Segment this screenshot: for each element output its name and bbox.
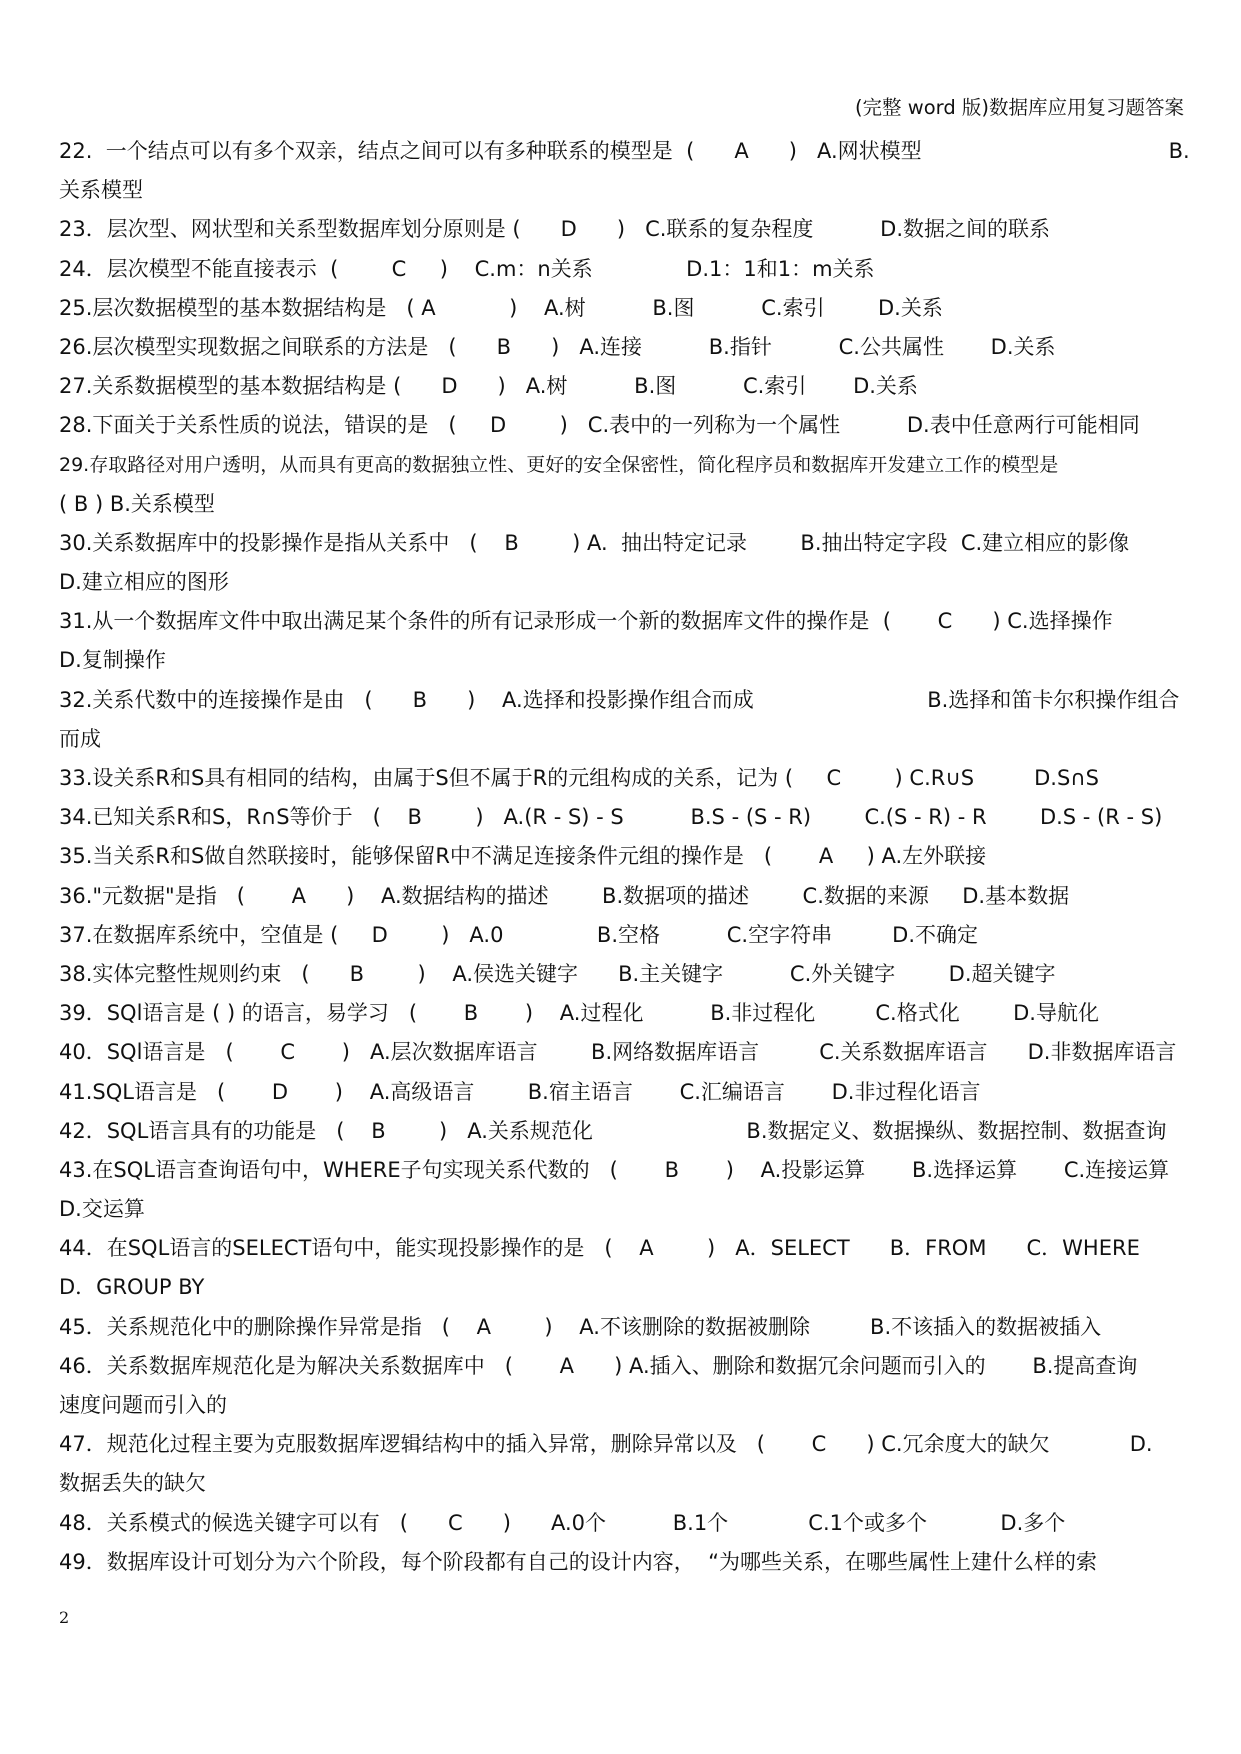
question-line: 33.设关系R和S具有相同的结构，由属于S但不属于R的元组构成的关系，记为 ( C ) C.R∪S D.S∩S <box>59 766 1099 790</box>
question-line: D.建立相应的图形 <box>59 570 229 595</box>
question-line: 关系模型 <box>59 178 143 203</box>
question-line: 速度问题而引入的 <box>59 1393 227 1417</box>
question-line: 37.在数据库系统中，空值是 ( D ) A.0 B.空格 C.空字符串 D.不确定 <box>59 922 979 947</box>
question-line: 29.存取路径对用户透明，从而具有更高的数据独立性、更好的安全保密性，简化程序员和数据库开发建立工作的模型是 <box>59 453 1059 476</box>
question-line: D.交运算 <box>59 1197 145 1222</box>
question-line: 28.下面关于关系性质的说法，错误的是 ( D ) C.表中的一列称为一个属性 D.表中任意两行可能相同 <box>59 413 1140 438</box>
question-line: 24．层次模型不能直接表示 ( C ) C.m：n关系 D.1：1和1：m关系 <box>59 256 875 281</box>
question-line: 31.从一个数据库文件中取出满足某个条件的所有记录形成一个新的数据库文件的操作是 ( C ) C.选择操作 <box>59 609 1113 634</box>
question-line: 22. 一个结点可以有多个双亲，结点之间可以有多种联系的模型是 ( A ) A.网状模型 B. <box>59 139 1190 163</box>
question-line: D.复制操作 <box>59 648 166 673</box>
page-header: (完整 word 版)数据库应用复习题答案 <box>854 96 1184 119</box>
question-line: 45．关系规范化中的删除操作异常是指 ( A ) A.不该删除的数据被删除 B.不该插入的数据被插入 <box>59 1314 1102 1339</box>
question-line: 25.层次数据模型的基本数据结构是 ( A ) A.树 B.图 C.索引 D.关系 <box>59 295 943 320</box>
question-line: 32.关系代数中的连接操作是由 ( B ) A.选择和投影操作组合而成 B.选择和笛卡尔积操作组合 <box>59 687 1180 712</box>
question-line: 41.SQL语言是 ( D ) A.高级语言 B.宿主语言 C.汇编语言 D.非过程化语言 <box>59 1079 981 1104</box>
question-line: 43.在SQL语言查询语句中，WHERE子句实现关系代数的 ( B ) A.投影运算 B.选择运算 C.连接运算 <box>59 1157 1170 1182</box>
question-line: 而成 <box>59 726 101 751</box>
question-line: 36."元数据"是指 ( A ) A.数据结构的描述 B.数据项的描述 C.数据的来源 D.基本数据 <box>59 883 1070 908</box>
question-line: 23．层次型、网状型和关系型数据库划分原则是 ( D ) C.联系的复杂程度 D.数据之间的联系 <box>59 217 1051 242</box>
question-line: 26.层次模型实现数据之间联系的方法是 ( B ) A.连接 B.指针 C.公共属性 D.关系 <box>59 334 1056 359</box>
question-line: 48．关系模式的候选关键字可以有 ( C ) A.0个 B.1个 C.1个或多个 D.多个 <box>59 1510 1066 1535</box>
question-line: 数据丢失的缺欠 <box>59 1471 206 1496</box>
question-line: 49．数据库设计可划分为六个阶段，每个阶段都有自己的设计内容， “为哪些关系，在哪些属性上建什么样的索 <box>59 1549 1097 1574</box>
question-line: 42．SQL语言具有的功能是 ( B ) A.关系规范化 B.数据定义、数据操纵、数据控制、数据查询 <box>59 1118 1167 1143</box>
question-line: 34.已知关系R和S，R∩S等价于 ( B ) A.(R - S) - S B.S - (S - R) C.(S - R) - R D.S - (R - S) <box>59 805 1163 830</box>
question-line: 35.当关系R和S做自然联接时，能够保留R中不满足连接条件元组的操作是 ( A ) A.左外联接 <box>59 844 987 869</box>
question-line: 40．SQl语言是 ( C ) A.层次数据库语言 B.网络数据库语言 C.关系数据库语言 D.非数据库语言 <box>59 1040 1177 1065</box>
question-line: 27.关系数据模型的基本数据结构是 ( D ) A.树 B.图 C.索引 D.关系 <box>59 374 918 399</box>
question-line: 38.实体完整性规则约束 ( B ) A.侯选关键字 B.主关键字 C.外关键字 D.超关键字 <box>59 961 1056 986</box>
question-line: 39．SQl语言是 ( ) 的语言，易学习 ( B ) A.过程化 B.非过程化 C.格式化 D.导航化 <box>59 1001 1099 1026</box>
question-line: ( B ) B.关系模型 <box>59 491 215 516</box>
question-list <box>59 132 1194 1582</box>
question-line: 30.关系数据库中的投影操作是指从关系中 ( B ) A. 抽出特定记录 B.抽出特定字段 C.建立相应的影像 <box>59 530 1130 555</box>
question-line: D．GROUP BY <box>59 1275 205 1300</box>
question-line: 46．关系数据库规范化是为解决关系数据库中 ( A ) A.插入、删除和数据冗余问题而引入的 B.提高查询 <box>59 1353 1138 1378</box>
page-number: 2 <box>59 1608 70 1627</box>
question-line: 44．在SQL语言的SELECT语句中，能实现投影操作的是 ( A ) A．SELECT B．FROM C．WHERE <box>59 1236 1140 1261</box>
question-line: 47．规范化过程主要为克服数据库逻辑结构中的插入异常，删除异常以及 ( C ) C.冗余度大的缺欠 D. <box>59 1432 1153 1457</box>
